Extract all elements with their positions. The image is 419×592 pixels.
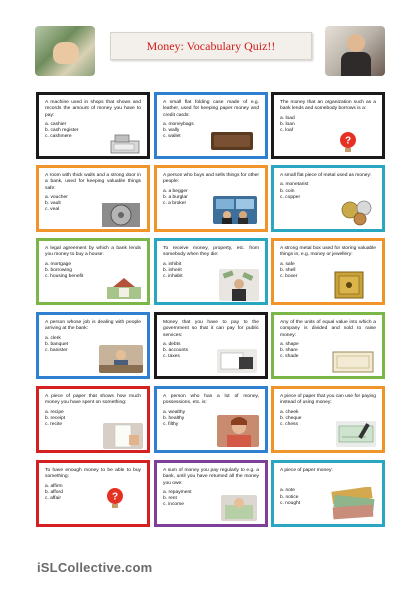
card-question: To have enough money to be able to buy something:: [45, 468, 141, 480]
quiz-card-10: [36, 312, 150, 379]
quiz-card-11: [154, 312, 268, 379]
coins-icon: [340, 198, 376, 226]
quiz-card-8: [154, 238, 268, 305]
quiz-card-1: [36, 92, 150, 159]
option-a: a. clerk: [45, 335, 61, 341]
card-question: A person who has a lot of money, possessions, etc. is:: [163, 394, 259, 406]
option-c: c. banister: [45, 348, 68, 354]
quiz-card-15: [271, 386, 385, 453]
option-c: c. inhabit: [163, 274, 183, 280]
site-watermark: iSLCollective.com: [37, 560, 153, 575]
option-c: c. chess: [280, 422, 298, 428]
option-a: a. affirm: [45, 483, 63, 489]
quiz-card-9: [271, 238, 385, 305]
certificate-icon: [332, 351, 374, 373]
quiz-card-18: [271, 460, 385, 527]
card-question: A room with thick walls and a strong door in a bank, used for keeping valuable things safe:: [45, 173, 141, 191]
quiz-card-6: [271, 165, 385, 232]
svg-text:?: ?: [111, 491, 119, 503]
repayment-icon: [221, 495, 257, 521]
option-c: c. taxes: [163, 354, 180, 360]
quiz-card-14: [154, 386, 268, 453]
option-a: a. wealthy: [163, 409, 186, 415]
option-c: c. nought: [280, 500, 301, 506]
option-c: c. shade: [280, 354, 299, 360]
quiz-card-4: [36, 165, 150, 232]
question-mark-icon: [338, 131, 358, 153]
bank-clerk-icon: [99, 345, 143, 373]
page-title: Money: Vocabulary Quiz!!: [146, 39, 276, 53]
card-question: A legal agreement by which a bank lends you money to buy a house:: [45, 246, 141, 258]
option-b: b. cash register: [45, 128, 79, 134]
quiz-card-3: [271, 92, 385, 159]
option-b: b. rent: [163, 496, 177, 502]
option-c: c. affair: [45, 496, 61, 502]
card-question: Any of the units of equal value into which a company is divided and sold to raise money:: [280, 320, 376, 338]
banknotes-icon: [330, 487, 378, 521]
receipt-icon: [103, 423, 143, 449]
option-b: b. wally: [163, 128, 180, 134]
card-question: Money that you have to pay to the government so that it can pay for public services:: [163, 320, 259, 338]
question-mark-icon: [105, 487, 125, 509]
option-b: b. loan: [280, 121, 295, 127]
quiz-card-17: [154, 460, 268, 527]
quiz-card-12: [271, 312, 385, 379]
option-a: a. monetarist: [280, 182, 309, 188]
option-c: c. cashmere: [45, 134, 72, 140]
option-a: a. load: [280, 115, 295, 121]
option-c: c. recite: [45, 422, 63, 428]
option-c: c. filthy: [163, 422, 179, 428]
wealthy-woman-icon: [217, 415, 259, 447]
option-a: a. note: [280, 488, 295, 494]
option-c: c. boxer: [280, 274, 298, 280]
option-b: b. cheque: [280, 415, 302, 421]
wallet-icon: [209, 129, 255, 153]
option-a: a. moneybags: [163, 121, 194, 127]
option-c: c. a broker: [163, 201, 187, 207]
card-question: A strong metal box used for storing valuable things in, e.g. money or jewellery:: [280, 246, 376, 258]
card-question: A small flat piece of metal used as money:: [280, 173, 372, 178]
option-a: a. mortgage: [45, 261, 72, 267]
house-money-icon: [105, 275, 143, 301]
cheque-icon: [336, 421, 376, 447]
option-c: c. income: [163, 502, 184, 508]
option-a: a. cashier: [45, 121, 67, 127]
option-a: a. recipe: [45, 409, 64, 415]
option-b: b. coin: [280, 188, 295, 194]
title-box: [110, 32, 312, 60]
svg-text:?: ?: [344, 135, 352, 147]
cash-register-icon: [109, 133, 143, 155]
card-question: A piece of paper that you can use for paying instead of using money:: [280, 394, 376, 406]
option-a: a. debts: [163, 341, 181, 347]
option-c: c. wallet: [163, 134, 181, 140]
quiz-card-16: [36, 460, 150, 527]
quiz-card-2: [154, 92, 268, 159]
option-c: c. loaf: [280, 128, 294, 134]
option-b: b. inherit: [163, 267, 182, 273]
option-a: a. shape: [280, 341, 299, 347]
taxes-icon: [217, 349, 257, 373]
option-c: c. housing benefit: [45, 274, 84, 280]
option-b: b. accounts: [163, 348, 189, 354]
option-c: c. veal: [45, 207, 60, 213]
quiz-card-5: [154, 165, 268, 232]
card-question: A piece of paper that shows how much money you have spent on something:: [45, 394, 141, 406]
option-b: b. healthy: [163, 415, 185, 421]
businessman-money-image: [325, 26, 385, 76]
quiz-card-13: [36, 386, 150, 453]
card-question: The money that an organization such as a bank lends and somebody borrows is a:: [280, 100, 376, 112]
option-a: a. repayment: [163, 489, 192, 495]
card-question: A machine used in shops that shows and records the amount of money you have to pay:: [45, 100, 141, 118]
option-b: b. vault: [45, 201, 61, 207]
option-a: a. inhibit: [163, 261, 182, 267]
option-b: b. afford: [45, 489, 63, 495]
quiz-card-7: [36, 238, 150, 305]
money-fist-image: [35, 26, 95, 76]
option-a: a. a begger: [163, 188, 188, 194]
option-a: a. cheek: [280, 409, 299, 415]
card-question: A person who buys and sells things for other people:: [163, 173, 259, 185]
option-b: b. share: [280, 348, 298, 354]
option-b: b. shell: [280, 267, 296, 273]
option-b: b. receipt: [45, 415, 66, 421]
card-question: A piece of paper money:: [280, 468, 333, 473]
card-question: A small flat folding case made of e.g. leather, used for keeping paper money and credit cards:: [163, 100, 259, 118]
header: [35, 20, 385, 78]
money-rain-icon: [219, 269, 259, 301]
safe-icon: [334, 271, 364, 299]
option-b: b. banquet: [45, 341, 69, 347]
option-a: a. safe: [280, 261, 295, 267]
option-a: a. voucher: [45, 194, 68, 200]
option-b: b. borrowing: [45, 267, 72, 273]
card-question: A sum of money you pay regularly to e.g. a bank, until you have returned all the money you owe:: [163, 468, 259, 486]
broker-icon: [213, 196, 257, 224]
card-question: A person whose job is dealing with people arriving at the bank:: [45, 320, 141, 332]
vault-icon: [101, 202, 141, 228]
option-b: b. notice: [280, 494, 299, 500]
card-question: To receive money, property, etc. from somebody when they die:: [163, 246, 259, 258]
option-c: c. copper: [280, 194, 301, 200]
option-b: b. a burglar: [163, 194, 188, 200]
